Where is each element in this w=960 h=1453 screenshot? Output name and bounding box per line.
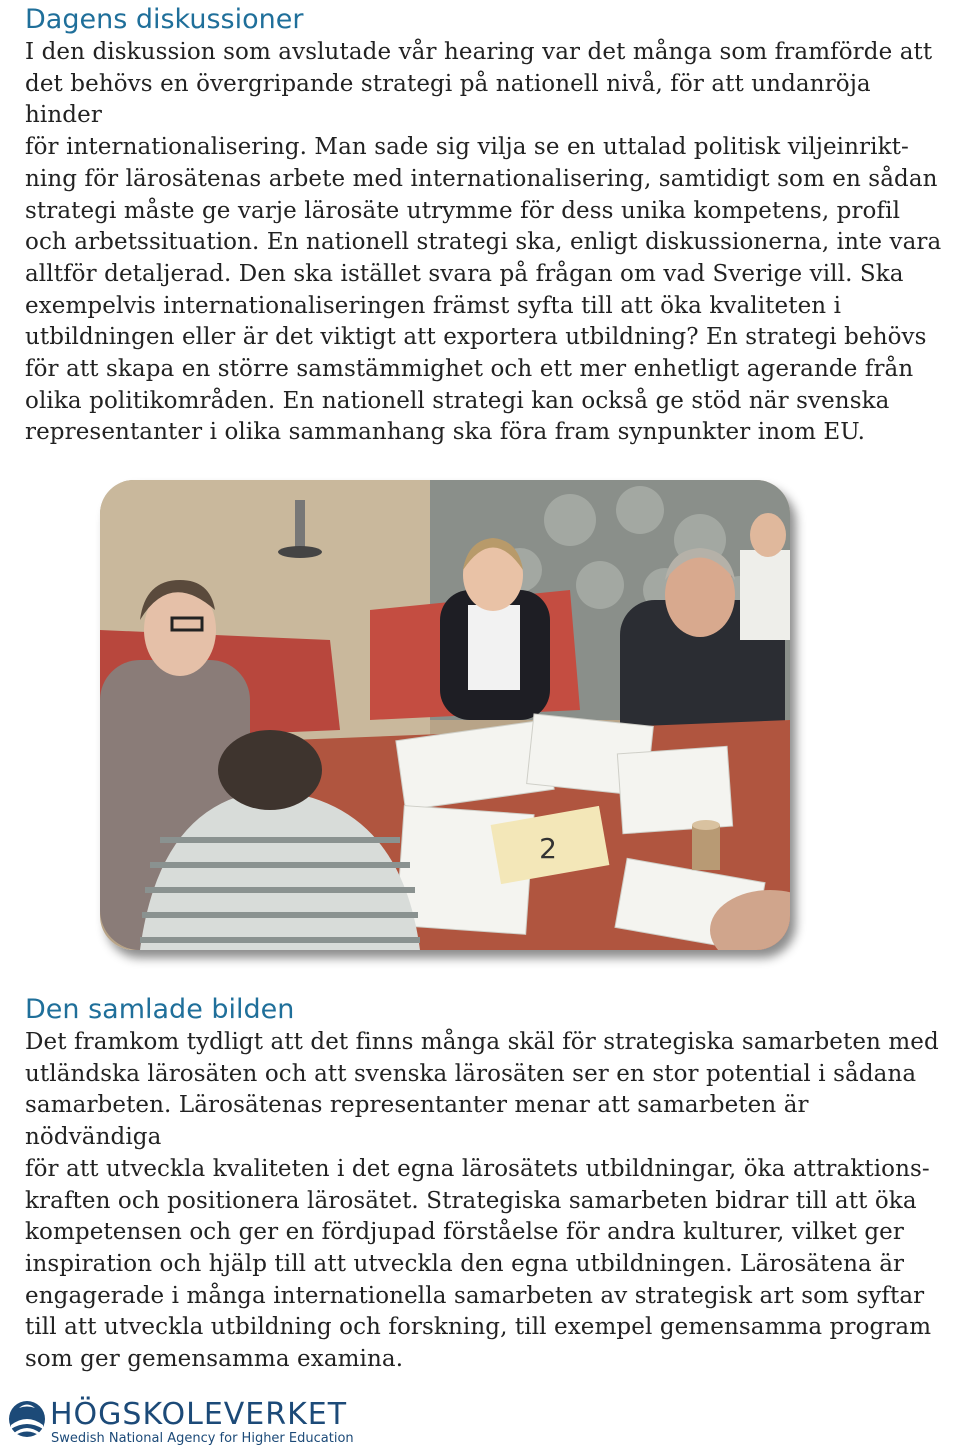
section-heading: Den samlade bilden [25, 994, 295, 1025]
text-line: utländska lärosäten och att svenska lärosäten ser en stor potential i sådana [25, 1060, 917, 1087]
section-dagens-diskussioner [25, 3, 950, 449]
text-line: representanter i olika sammanhang ska föra fram synpunkter inom EU. [25, 419, 866, 446]
body-text [25, 37, 950, 449]
logo-name: HÖGSKOLEVERKET [50, 1397, 348, 1432]
text-line: strategi måste ge varje lärosäte utrymme för dess unika kompetens, profil [25, 197, 901, 224]
text-line: exempelvis internationaliseringen främst syfta till att öka kvaliteten i [25, 292, 842, 319]
text-line: ning för lärosätenas arbete med internationalisering, samtidigt som en sådan [25, 165, 938, 192]
text-line: utbildningen eller är det viktigt att exportera utbildning? En strategi behövs [25, 324, 927, 351]
text-line: till att utveckla utbildning och forskning, till exempel gemensamma program [25, 1314, 932, 1341]
text-line: olika politikområden. En nationell strategi kan också ge stöd när svenska [25, 387, 890, 414]
text-line: inspiration och hjälp till att utveckla den egna utbildningen. Lärosätena är [25, 1250, 905, 1277]
text-line: I den diskussion som avslutade vår hearing var det många som framförde att [25, 39, 933, 65]
text-line: för att utveckla kvaliteten i det egna lärosätets utbildningar, öka attraktions- [25, 1155, 930, 1182]
text-line: samarbeten. Lärosätenas representanter menar att samarbeten är nödvändiga [25, 1092, 809, 1151]
meeting-photo [100, 480, 790, 950]
text-line: engagerade i många internationella samarbeten av strategisk art som syftar [25, 1282, 925, 1309]
logo-subtitle: Swedish National Agency for Higher Education [51, 1431, 354, 1446]
text-line: Det framkom tydligt att det finns många skäl för strategiska samarbeten med [25, 1029, 939, 1055]
text-line: och arbetssituation. En nationell strategi ska, enligt diskussionerna, inte vara [25, 229, 942, 256]
text-line: det behövs en övergripande strategi på nationell nivå, för att undanröja hinder [25, 70, 871, 129]
table-card-number: 2 [539, 832, 557, 865]
text-line: kompetensen och ger en fördjupad förståelse för andra kulturer, vilket ger [25, 1219, 904, 1246]
logo-emblem-icon [8, 1395, 46, 1447]
section-den-samlade-bilden [25, 993, 950, 1376]
text-line: för internationalisering. Man sade sig vilja se en uttalad politisk viljeinrikt- [25, 134, 909, 161]
hogskoleverket-logo [8, 1395, 354, 1450]
text-line: som ger gemensamma examina. [25, 1346, 404, 1373]
text-line: för att skapa en större samstämmighet och ett mer enhetligt agerande från [25, 356, 914, 383]
text-line: kraften och positionera lärosätet. Strategiska samarbeten bidrar till att öka [25, 1187, 917, 1214]
text-line: alltför detaljerad. Den ska istället svara på frågan om vad Sverige vill. Ska [25, 260, 904, 287]
section-heading: Dagens diskussioner [25, 4, 304, 35]
body-text [25, 1027, 950, 1376]
